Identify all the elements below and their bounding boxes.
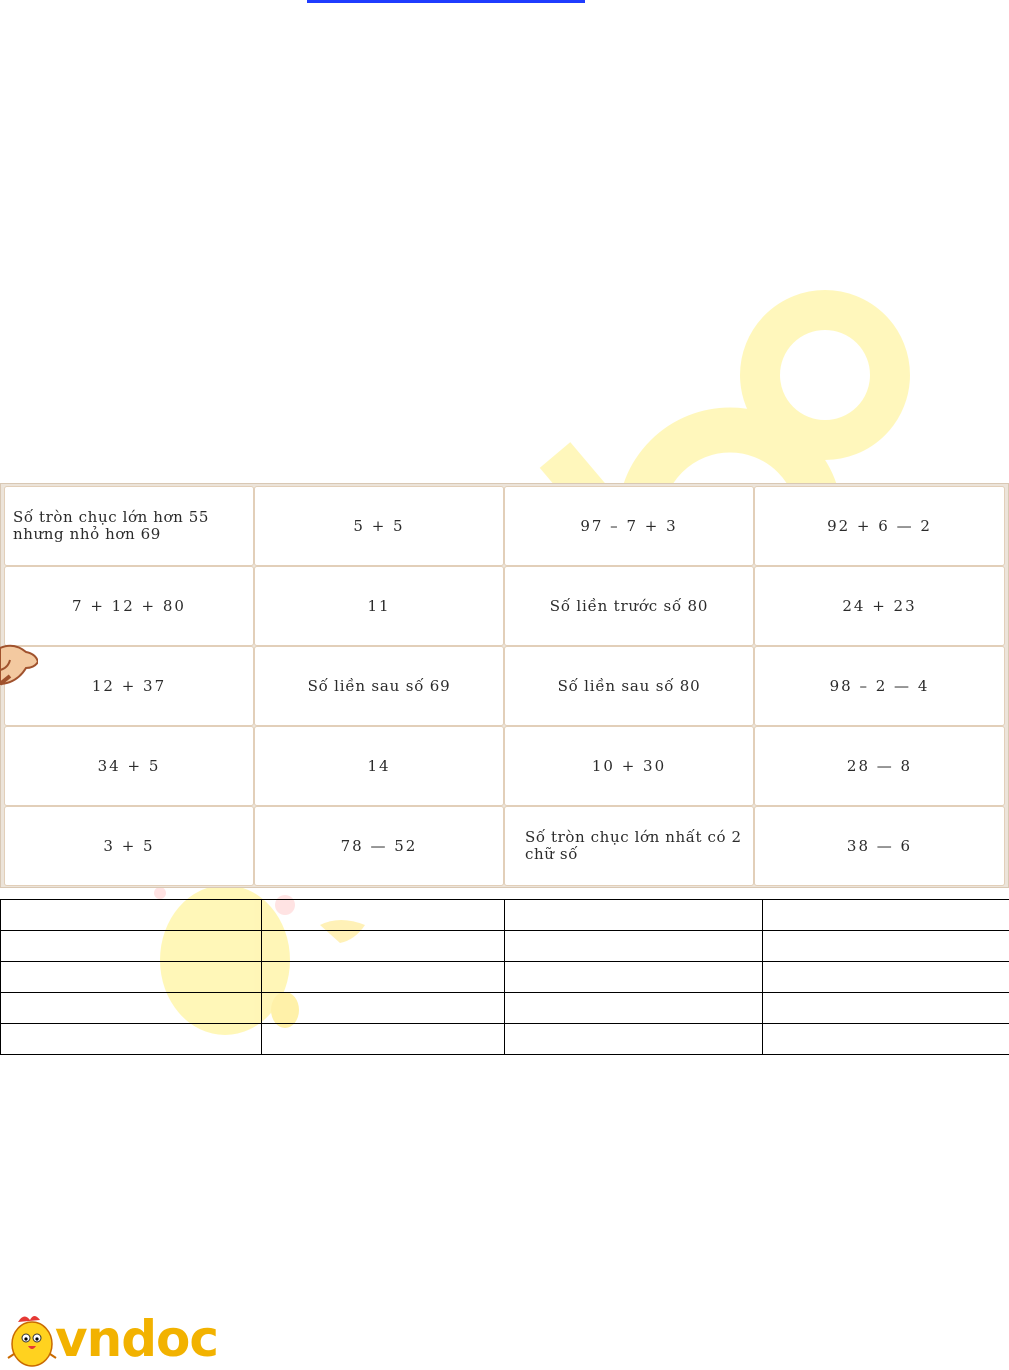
card-cell: 38 — 6 xyxy=(754,806,1005,886)
table-row xyxy=(1,900,1009,931)
math-card-grid xyxy=(4,486,1005,886)
answer-cell[interactable] xyxy=(505,993,763,1024)
answer-cell[interactable] xyxy=(1,962,262,993)
card-cell: 3 + 5 xyxy=(4,806,254,886)
answer-table xyxy=(0,899,1009,1055)
answer-cell[interactable] xyxy=(262,993,505,1024)
card-cell: 98 – 2 — 4 xyxy=(754,646,1005,726)
card-cell: 14 xyxy=(254,726,504,806)
card-cell: 78 — 52 xyxy=(254,806,504,886)
answer-cell[interactable] xyxy=(1,993,262,1024)
answer-cell[interactable] xyxy=(763,1024,1009,1055)
card-cell: 24 + 23 xyxy=(754,566,1005,646)
answer-cell[interactable] xyxy=(763,900,1009,931)
card-cell: 97 – 7 + 3 xyxy=(504,486,754,566)
answer-cell[interactable] xyxy=(262,900,505,931)
answer-cell[interactable] xyxy=(505,962,763,993)
answer-cell[interactable] xyxy=(763,931,1009,962)
card-cell: Số liền sau số 80 xyxy=(504,646,754,726)
card-cell: 7 + 12 + 80 xyxy=(4,566,254,646)
answer-cell[interactable] xyxy=(763,962,1009,993)
answer-cell[interactable] xyxy=(262,962,505,993)
card-cell: 34 + 5 xyxy=(4,726,254,806)
answer-cell[interactable] xyxy=(1,931,262,962)
answer-cell[interactable] xyxy=(505,900,763,931)
table-row xyxy=(1,1024,1009,1055)
table-row xyxy=(1,993,1009,1024)
card-cell: Số tròn chục lớn hơn 55 nhưng nhỏ hơn 69 xyxy=(4,486,254,566)
hand-icon xyxy=(0,640,38,692)
card-cell: 5 + 5 xyxy=(254,486,504,566)
answer-cell[interactable] xyxy=(1,1024,262,1055)
card-cell: 28 — 8 xyxy=(754,726,1005,806)
answer-cell[interactable] xyxy=(1,900,262,931)
answer-cell[interactable] xyxy=(505,1024,763,1055)
card-cell: 12 + 37 xyxy=(4,646,254,726)
card-cell: Số tròn chục lớn nhất có 2 chữ số xyxy=(504,806,754,886)
card-cell: Số liền sau số 69 xyxy=(254,646,504,726)
card-cell: Số liền trước số 80 xyxy=(504,566,754,646)
card-cell: 92 + 6 — 2 xyxy=(754,486,1005,566)
table-row xyxy=(1,962,1009,993)
card-cell: 11 xyxy=(254,566,504,646)
answer-cell[interactable] xyxy=(262,1024,505,1055)
answer-cell[interactable] xyxy=(763,993,1009,1024)
card-cell: 10 + 30 xyxy=(504,726,754,806)
answer-cell[interactable] xyxy=(262,931,505,962)
vndoc-logo-text: vndoc xyxy=(55,1310,218,1368)
answer-cell[interactable] xyxy=(505,931,763,962)
table-row xyxy=(1,931,1009,962)
